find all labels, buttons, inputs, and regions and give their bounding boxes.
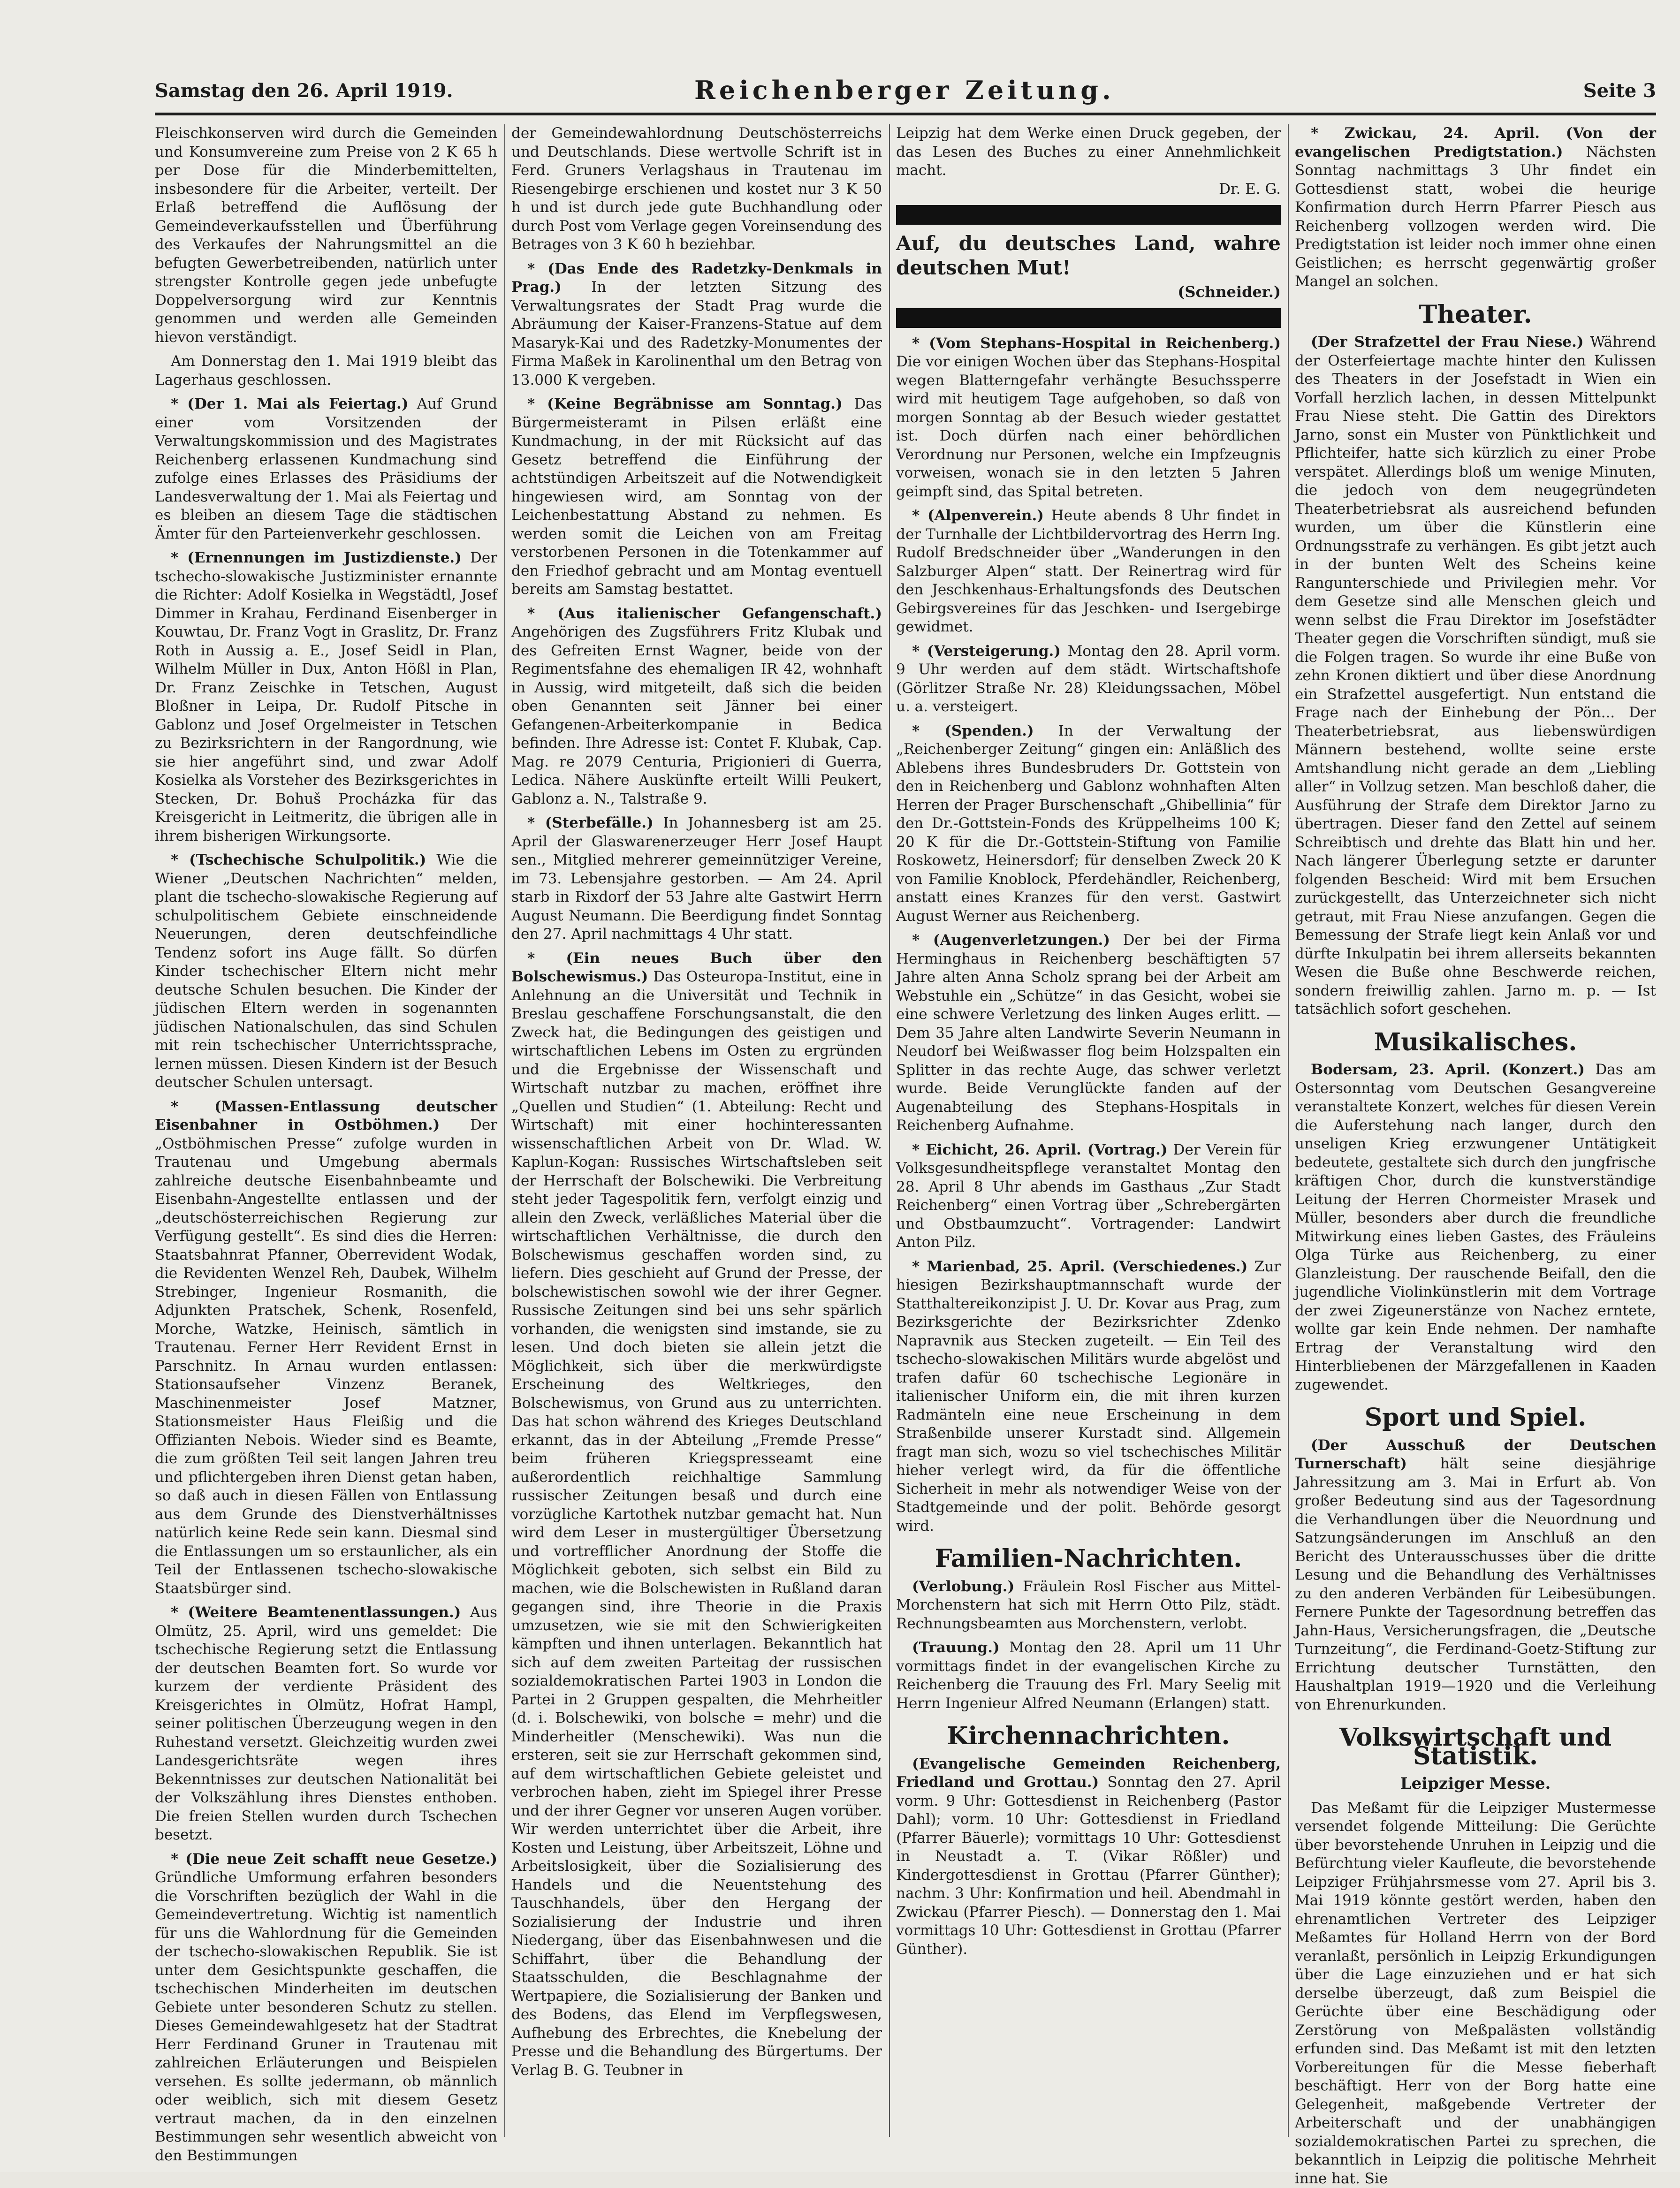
item-body: Auf Grund einer vom Vorsitzenden der Verwaltungskommission und des Magistrates Reichenberg erlassenen Kundmachung sind zufolge eines Erlasses des Präsidiums der Landesverwaltung der 1. Mai als Feiertag und es bleiben an diesem Tage die städtischen Ämter für den Parteienverkehr geschlossen. [155, 395, 497, 542]
news-item [896, 507, 1281, 637]
news-item [511, 950, 882, 2080]
item-heading: * (Ernennungen im Justizdienste.) [171, 549, 462, 566]
item-body: Das Bürgermeisteramt in Pilsen erläßt eine Kundmachung, in der mit Rücksicht auf das Gesetz betreffend die Einführung der achtstündigen Arbeitszeit auf die Notwendigkeit hingewiesen wird, am Sonntag von der Leichenbestattung Abstand zu nehmen. Es werden somit die Leichen von am Freitag verstorbenen Personen in die Totenkammer auf den Friedhof gebracht und am Montag eventuell bereits am Samstag bestattet. [511, 395, 882, 598]
item-heading: (Evangelische Gemeinden Reichenberg, Friedland und Grottau.) [896, 1755, 1281, 1791]
item-body: Zur hiesigen Bezirkshauptmannschaft wurde der Statthaltereikonzipist J. U. Dr. Kovar aus Prag, zum Bezirksgerichte der Bezirksrichter Zdenko Napravnik aus Stecken zugeteilt. — Ein Teil des tschecho-slowakischen Militärs wurde abgelöst und trafen dafür 60 tschechische Legionäre in italienischer Uniform ein, die mit ihren kurzen Radmänteln eine neue Erscheinung in dem Straßenbilde unserer Kurstadt sind. Allgemein fragt man sich, wozu so viel tschechisches Militär hieher verlegt wird, da für die öffentliche Sicherheit in mehr als notwendiger Weise von der Stadtgemeinde und der polit. Behörde gesorgt wird. [896, 1258, 1281, 1535]
item-body: Gründliche Umformung erfahren besonders die Vorschriften bezüglich der Wahl in die Gemeindevertretung. Wichtig ist namentlich für uns die Wahlordnung für die Gemeinden der tschecho-slowakischen Republik. Sie ist unter dem Gesichtspunkte geschaffen, die tschechischen Minderheiten im deutschen Gebiete unter besonderen Schutz zu stellen. Dieses Gemeindewahlgesetz hat der Stadtrat Herr Ferdinand Gruner in Trautenau mit zahlreichen Erläuterungen und Beispielen versehen. Es sollte jedermann, ob männlich oder weiblich, sich mit diesem Gesetz vertraut machen, da in den einzelnen Bestimmungen sehr wesentlich abweicht von den Bestimmungen [155, 1869, 497, 2164]
subsection-heading: Leipziger Messe. [1295, 1775, 1656, 1793]
news-item [511, 814, 882, 944]
author-signature: Dr. E. G. [896, 180, 1281, 199]
news-item [1295, 124, 1656, 291]
page-header [155, 70, 1656, 113]
item-body: In der letzten Sitzung des Verwaltungsrates der Stadt Prag wurde die Abräumung der Kaiser-Franzens-Statue auf dem Masaryk-Kai und des Radetzky-Monumentes der Firma Maßek in Karolinenthal um den Betrag von 13.000 K vergeben. [511, 279, 882, 388]
item-heading: * (Sterbefälle.) [527, 814, 654, 831]
issue-date: Samstag den 26. April 1919. [155, 80, 453, 102]
section-heading-church: Kirchennachrichten. [896, 1727, 1281, 1746]
column-1 [155, 124, 497, 2142]
item-body: Montag den 28. April vorm. 9 Uhr werden auf dem städt. Wirtschaftshofe (Görlitzer Straße Nr. 28) Kleidungssachen, Möbel u. a. versteigert. [896, 643, 1281, 715]
article-text: Das Meßamt für die Leipziger Mustermesse versendet folgende Mitteilung: Die Gerüchte über bevorstehende Unruhen in Leipzig und die Befürchtung vieler Kaufleute, die bevorstehende Leipziger Frühjahrsmesse vom 27. April bis 3. Mai 1919 könnte gestört werden, haben den ehrenamtlichen Vertreter des Leipziger Meßamtes für Holland Herrn von der Bord veranlaßt, persönlich in Leipzig Erkundigungen über die Lage einzuziehen und er hat sich derselbe überzeugt, daß zum Beispiel die Gerüchte über eine Beschädigung oder Zerstörung von Meßpalästen vollständig erfunden sind. Das Meßamt ist mit den letzten Vorbereitungen für die Messe fieberhaft beschäftigt. Herr von der Borg hatte eine Gelegenheit, maßgebende Vertreter der Arbeiterschaft und der unabhängigen sozialdemokratischen Partei zu sprechen, die bekanntlich in Leipzig die politische Mehrheit inne hat. Sie [1295, 1799, 1656, 2188]
item-body: hält seine diesjährige Jahressitzung am 3. Mai in Erfurt ab. Von großer Bedeutung sind aus der Tagesordnung die Verhandlungen über die Neuordnung und Satzungsänderungen im Anschluß an den Bericht des Unterausschusses über die dritte Lesung und die Behandlung des Verhältnisses zu den anderen Verbänden für Leibesübungen. Fernere Punkte der Tagesordnung betreffen das Jahn-Haus, Versicherungsfragen, die „Deutsche Turnzeitung“, die Ferdinand-Goetz-Stiftung zur Errichtung deutscher Turnstätten, den Haushaltplan 1919—1920 und die Verleihung von Ehrenurkunden. [1295, 1455, 1656, 1713]
news-item [896, 642, 1281, 716]
item-heading: * (Alpenverein.) [912, 507, 1044, 524]
news-item [155, 395, 497, 543]
news-item [155, 549, 497, 845]
item-heading: (Der Ausschuß der Deutschen Turnerschaft) [1295, 1437, 1656, 1473]
item-heading: * Zwickau, 24. April. (Von der evangelischen Predigtstation.) [1295, 125, 1656, 160]
item-heading: * Marienbad, 25. April. (Verschiedenes.) [912, 1258, 1247, 1275]
news-item [896, 1578, 1281, 1633]
article-text: der Gemeindewahlordnung Deutschösterreichs und Deutschlands. Diese wertvolle Schrift ist in Ferd. Gruners Verlagshaus in Trautenau im Riesengebirge erschienen und kostet nur 3 K 50 h und ist durch jede gute Buchhandlung oder durch Post vom Verlage gegen Voreinsendung des Betrages von 3 K 60 h beziehbar. [511, 124, 882, 254]
news-item [1295, 1061, 1656, 1394]
item-body: Montag den 28. April um 11 Uhr vormittags findet in der evangelischen Kirche zu Reichenberg die Trauung des Frl. Mary Seelig mit Herrn Ingenieur Alfred Neumann (Erlangen) statt. [896, 1639, 1281, 1712]
section-heading-music: Musikalisches. [1295, 1033, 1656, 1052]
column-3 [896, 124, 1281, 2142]
item-heading: * (Das Ende des Radetzky-Denkmals in Prag.) [511, 260, 882, 296]
item-heading: * (Keine Begräbnisse am Sonntag.) [527, 395, 843, 412]
motto-author: (Schneider.) [896, 283, 1281, 302]
item-body: Heute abends 8 Uhr findet in der Turnhalle der Lichtbildervortrag des Herrn Ing. Rudolf Bredschneider über „Wanderungen in den Salzburger Alpen“ statt. Der Reinertrag wird für den Jeschkenhaus-Erhaltungsfonds des Deutschen Gebirgsvereines für das Jeschken- und Isergebirge gewidmet. [896, 507, 1281, 635]
item-heading: * (Massen-Entlassung deutscher Eisenbahner in Ostböhmen.) [155, 1098, 497, 1134]
column-divider [1288, 124, 1289, 2137]
item-heading: * Eichicht, 26. April. (Vortrag.) [912, 1141, 1168, 1158]
item-body: In Johannesberg ist am 25. April der Glaswarenerzeuger Herr Josef Haupt sen., Mitglied mehrerer gemeinnütziger Vereine, im 73. Lebensjahre gestorben. — Am 24. April starb in Rixdorf der 53 Jahre alte Gastwirt Herrn August Neumann. Die Beerdigung findet Sonntag den 27. April nachmittags 4 Uhr statt. [511, 814, 882, 942]
article-text [896, 124, 1281, 198]
news-item [511, 395, 882, 599]
item-body: Fräulein Rosl Fischer aus Mittel-Morchenstern hat sich mit Herrn Otto Pilz, städt. Rechnungsbeamten aus Morchenstern, verlobt. [896, 1578, 1281, 1632]
item-body: Wie die Wiener „Deutschen Nachrichten“ melden, plant die tschecho-slowakische Regierung auf schulpolitischem Gebiete einschneidende Neuerungen, deren deutschfeindliche Tendenz sofort ins Auge fällt. So dürfen Kinder tschechischer Eltern nicht mehr deutsche Schulen besuchen. Die Kinder der jüdischen Eltern werden in sogenannten jüdischen Nationalschulen, das sind Schulen mit rein tschechischer Unterrichtssprache, lernen müssen. Diesen Kindern ist der Besuch deutscher Schulen untersagt. [155, 851, 497, 1091]
article-text: Fleischkonserven wird durch die Gemeinden und Konsumvereine zum Preise von 2 K 65 h per Dose für die Minderbemittelten, insbesondere für die Arbeiter, verteilt. Der Erlaß betreffend die Auflösung der Gemeindeverkaufsstellen und Überführung des Verkaufes der Nahrungsmittel an die befugten Gewerbetreibenden, natürlich unter strengster Kontrolle gegen jede unbefugte Doppelversorgung wird zur Kenntnis genommen und werden alle Gemeinden hievon verständigt. [155, 124, 497, 347]
news-item [896, 931, 1281, 1135]
section-heading-sport: Sport und Spiel. [1295, 1408, 1656, 1427]
news-item [896, 722, 1281, 926]
item-heading: * (Ein neues Buch über den Bolschewismus.) [511, 950, 882, 986]
column-divider [889, 124, 890, 2137]
item-body: Der bei der Firma Herminghaus in Reichenberg beschäftigten 57 Jahre alten Anna Scholz sprang bei der Arbeit am Webstuhle ein „Schütze“ in das Gesicht, wobei sie eine schwere Verletzung des linken Auges erlitt. — Dem 35 Jahre alten Landwirte Severin Neumann in Neudorf bei Weißwasser flog beim Holzspalten ein Splitter in das rechte Auge, das schwer verletzt wurde. Beide Verunglückte fanden auf der Augenabteilung des Stephans-Hospitals in Reichenberg Aufnahme. [896, 932, 1281, 1134]
item-body: Nächsten Sonntag nachmittags 3 Uhr findet ein Gottesdienst statt, wobei die heurige Konfirmation durch Herrn Pfarrer Piesch aus Reichenberg vollzogen werden wird. Die Predigtstation ist leider noch immer ohne einen Geistlichen; es herrscht gegenwärtig großer Mangel an solchen. [1295, 144, 1656, 290]
item-heading: * (Tschechische Schulpolitik.) [171, 851, 426, 868]
item-heading: * (Die neue Zeit schafft neue Gesetze.) [171, 1851, 497, 1868]
item-heading: * (Augenverletzungen.) [912, 932, 1110, 949]
item-heading: Bodersam, 23. April. (Konzert.) [1311, 1061, 1585, 1078]
news-item [155, 851, 497, 1092]
news-item [896, 1141, 1281, 1252]
item-heading: (Der Strafzettel der Frau Niese.) [1311, 334, 1584, 350]
newspaper-title: Reichenberger Zeitung. [694, 75, 1115, 105]
item-heading: * (Weitere Beamtenentlassungen.) [171, 1604, 461, 1621]
item-body: Der tschecho-slowakische Justizminister ernannte die Richter: Adolf Kosielka in Wegstädtl, Josef Dimmer in Krahau, Ferdinand Eisenberger in Kouwtau, Dr. Franz Vogt in Graslitz, Dr. Franz Roth in Aussig a. E., Josef Seidl in Plan, Wilhelm Müller in Dux, Anton Hößl in Plan, Dr. Franz Zeischke in Tetschen, August Bloßner in Leipa, Dr. Rudolf Pitsche in Gablonz und Josef Orgelmeister in Tetschen zu Bezirksrichtern in der Rangordnung, wie sie hier angeführt sind, und zwar Adolf Kosielka als Vorsteher des Bezirksgerichtes in Stecken, Dr. Bohuš Procházka für das Kreisgericht in Leitmeritz, die übrigen alle in ihrem bisherigen Wirkungsorte. [155, 549, 497, 844]
item-body: Die vor einigen Wochen über das Stephans-Hospital wegen Blatterngefahr verhängte Besuchssperre wird mit heutigem Tage aufgehoben, so daß von morgen Sonntag ab der Besuch wieder gestattet ist. Doch dürfen nach einer behördlichen Verordnung nur Personen, welche ein Impfzeugnis vorweisen, wonach sie in den letzten 5 Jahren geimpft sind, das Spital betreten. [896, 353, 1281, 500]
news-item [511, 605, 882, 809]
news-item [155, 1098, 497, 1598]
news-item [1295, 333, 1656, 1019]
item-heading: * (Aus italienischer Gefangenschaft.) [527, 605, 882, 622]
item-heading: (Verlobung.) [912, 1578, 1014, 1595]
item-body: Das Osteuropa-Institut, eine in Anlehnung an die Universität und Technik in Breslau geschaffene Forschungsanstalt, die den Zweck hat, die Bedingungen des geistigen und wirtschaftlichen Lebens im Osten zu ergründen und die Ergebnisse der Wissenschaft und Wirtschaft nutzbar zu machen, eröffnet ihre „Quellen und Studien“ (1. Abteilung: Recht und Wirtschaft) mit einer hochinteressanten wissenschaftlichen Arbeit von Dr. Wlad. W. Kaplun-Kogan: Russisches Wirtschaftsleben seit der Herrschaft der Bolschewiki. Die Verbreitung steht jeder Tagespolitik fern, verfolgt einzig und allein den Zweck, verläßliches Material über die wirtschaftlichen Verhältnisse, die durch den Bolschewismus geschaffen worden sind, zu liefern. Dies geschieht auf Grund der Presse, der bolschewistischen sowohl wie der ihrer Gegner. Russische Zeitungen sind bei uns sehr spärlich vorhanden, die wenigsten sind imstande, sie zu lesen. Und doch bieten sie allein jetzt die Möglichkeit, sich über die merkwürdigste Erscheinung des Weltkrieges, den Bolschewismus, von Grund aus zu unterrichten. Das hat schon während des Krieges Deutschland erkannt, das in der Abteilung „Fremde Presse“ beim früheren Kriegspresseamt eine außerordentlich reichhaltige Sammlung russischer Zeitungen besaß und durch eine vorzügliche Kartothek nutzbar gemacht hat. Nun wird dem Leser in mustergültiger Übersetzung und vortrefflicher Anordnung der Stoffe die Möglichkeit geboten, sich selbst ein Bild zu machen, wie die Bolschewisten in Rußland daran gegangen sind, ihre Theorie in die Praxis umzusetzen, wie sie mit den Schwierigkeiten kämpften und ihnen unterlagen. Bekanntlich hat sich auf dem zweiten Parteitag der russischen sozialdemokratischen Partei 1903 in London die Partei in 2 Gruppen gespalten, die Mehrheitler (d. i. Bolschewiki, von bolsche = mehr) und die Minderheitler (Menschewiki). Was nun die ersteren, seit sie zur Herrschaft gekommen sind, auf dem wirtschaftlichen Gebiete geleistet und verbrochen haben, zieht im Spiegel ihrer Presse und der ihrer Gegner vor unseren Augen vorüber. Wir werden unterrichtet über die Arbeit, ihre Kosten und Leistung, über Arbeitszeit, Löhne und Arbeitslosigkeit, über die Sozialisierung des Handels und die Neuentstehung des Tauschhandels, über den Hergang der Sozialisierung der Industrie und ihren Niedergang, über das Eisenbahnwesen und die Schiffahrt, über die Behandlung der Staatsschulden, die Beschlagnahme der Wertpapiere, die Sozialisierung der Banken und des Bodens, das Elend im Verpflegswesen, Aufhebung des Erbrechtes, die Knebelung der Presse und die Behandlung des Bürgertums. Der Verlag B. G. Teubner in [511, 968, 882, 2079]
motto-text: Auf, du deutsches Land, wahre deutschen Mut! [896, 231, 1281, 280]
column-2 [511, 124, 882, 2142]
item-heading: * (Versteigerung.) [912, 643, 1061, 660]
item-body: Der „Ostböhmischen Presse“ zufolge wurden in Trautenau und Umgebung abermals zahlreiche deutsche Eisenbahnbeamte und Eisenbahn-Angestellte entlassen und der „deutschösterreichischen Regierung zur Verfügung gestellt“. Es sind dies die Herren: Staatsbahnrat Pfanner, Oberrevident Wodak, die Revidenten Wenzel Reh, Daubek, Wilhelm Strebinger, Ingenieur Rosmanith, die Adjunkten Pratschek, Schenk, Rosenfeld, Morche, Watzke, Heinisch, sämtlich in Trautenau. Ferner Herr Revident Ernst in Parschnitz. In Arnau wurden entlassen: Stationsaufseher Vinzenz Beranek, Maschinenmeister Josef Matzner, Stationsmeister Haus Fleißig und die Offizianten Nebois. Wieder sind es Beamte, die zum größten Teil seit langen Jahren treu und pflichtergeben ihren Dienst getan haben, so daß auch in diesen Fällen von Entlassung aus dem Grunde des Dienstverhältnisses natürlich keine Rede sein kann. Diesmal sind die Entlassungen um so erstaunlicher, als ein Teil der Entlassenen tschecho-slowakische Staatsbürger sind. [155, 1117, 497, 1597]
item-body: Der Verein für Volksgesundheitspflege veranstaltet Montag den 28. April 8 Uhr abends im Gasthaus „Zur Stadt Reichenberg“ einen Vortrag über „Schrebergärten und Obstbaumzucht“. Vortragender: Landwirt Anton Pilz. [896, 1141, 1281, 1251]
item-body: Während der Osterfeiertage machte hinter den Kulissen des Theaters in der Josefstadt in Wien ein Vorfall herzlich lachen, in dessen Mittelpunkt Frau Niese steht. Die Gattin des Direktors Jarno, sonst ein Muster von Pünktlichkeit und Pflichteifer, hatte sich kürzlich zu einer Probe verspätet. Allerdings bloß um wenige Minuten, die jedoch von dem neugegründeten Theaterbetriebsrat als ausreichend befunden wurden, um über die Künstlerin eine Ordnungsstrafe zu verhängen. Es gibt jetzt auch in der bunten Welt des Scheins keine Rangunterschiede und Privilegien mehr. Vor dem Gesetze sind alle Menschen gleich und wenn selbst die Frau Direktor im Josefstädter Theater gegen die Vorschriften sündigt, muß sie die Folgen tragen. So wurde ihr eine Buße von zehn Kronen diktiert und über diese Anordnung ein Strafzettel ausgefertigt. Nun entstand die Frage nach der Einhebung der Pön... Der Theaterbetriebsrat, aus liebenswürdigen Männern bestehend, wollte seine erste Amtshandlung nicht gerade an dem „Liebling aller“ in Vollzug setzen. Man beschloß daher, die Ausführung der Strafe dem Direktor Jarno zu übertragen. Dieser fand den Zettel auf seinem Schreibtisch und drehte das Blatt hin und her. Nach längerer Überlegung setzte er darunter folgenden Bescheid: Wird mit bem Ersuchen zurückgestellt, das Unterzeichneter sich nicht getraut, mit Frau Niese anzufangen. Gegen die Bemessung der Strafe liegt kein Anlaß vor und dürfte Inkulpatin bei ihrem allerseits bekannten Wesen die Buße ohne Beschwerde reichen, sondern freiwillig zahlen. Jarno m. p. — Ist tatsächlich sofort geschehen. [1295, 334, 1656, 1018]
item-body: Aus Olmütz, 25. April, wird uns gemeldet: Die tschechische Regierung setzt die Entlassung der deutschen Beamten fort. So wurde vor kurzem der verdiente Präsident des Kreisgerichtes in Olmütz, Hofrat Hampl, seiner politischen Überzeugung wegen in den Ruhestand versetzt. Gleichzeitig wurden zwei Landesgerichtsräte wegen ihres Bekenntnisses zur deutschen Nationalität bei der Volkszählung ihres Dienstes enthoben. Die freien Stellen wurden durch Tschechen besetzt. [155, 1604, 497, 1843]
news-item [155, 1850, 497, 2165]
news-item [155, 1603, 497, 1845]
news-item [896, 334, 1281, 501]
item-body: In der Verwaltung der „Reichenberger Zeitung“ gingen ein: Anläßlich des Ablebens ihres Bundesbruders Dr. Gottstein von den in Reichenberg und Gablonz wohnhaften Alten Herren der Prager Burschenschaft „Ghibellinia“ für den Dr.-Gottstein-Fonds des Krüppelheims 100 K; 20 K für die Dr.-Gottstein-Stiftung von Familie Roskowetz, Heinersdorf; für denselben Zweck 20 K von Familie Knoblock, Pferdehändler, Reichenberg, anstatt eines Kranzes für den verst. Gastwirt August Werner aus Reichenberg. [896, 722, 1281, 925]
news-item [896, 1258, 1281, 1536]
header-rule [155, 113, 1656, 115]
item-heading: (Trauung.) [912, 1639, 1000, 1656]
item-heading: * (Der 1. Mai als Feiertag.) [171, 395, 409, 412]
news-item [896, 1639, 1281, 1713]
item-heading: * (Spenden.) [912, 722, 1034, 739]
motto-bar-top [896, 205, 1281, 225]
item-body: Angehörigen des Zugsführers Fritz Klubak und des Gefreiten Ernst Wagner, beide von der Regimentsfahne des ehemaligen IR 42, wohnhaft in Aussig, wird mitgeteilt, daß sich die beiden oben Genannten seit Jänner bei einer Gefangenen-Arbeiterkompanie in Bedica befinden. Ihre Adresse ist: Contet F. Klubak, Cap. Mag. re 2079 Centuria, Prigionieri di Guerra, Ledica. Nähere Auskünfte erteilt Willi Peukert, Gablonz a. N., Talstraße 9. [511, 623, 882, 807]
column-4 [1295, 124, 1656, 2142]
news-item [1295, 1436, 1656, 1715]
item-body: Das am Ostersonntag vom Deutschen Gesangvereine veranstaltete Konzert, welches für diesen Verein die Auferstehung nach langer, durch den unseligen Krieg erzwungener Untätigkeit bedeutete, gestaltete sich durch den jungfrische kräftigen Chor, durch die kunstverständige Leitung der Herren Chormeister Mrasek und Müller, besonders aber durch die freundliche Mitwirkung eines lieben Gastes, des Fräuleins Olga Türke aus Reichenberg, zu einer Glanzleistung. Der rauschende Beifall, den die jugendliche Violinkünstlerin mit dem Vortrage der zwei Zigeunerstänze von Nachez erntete, wollte gar kein Ende nehmen. Der namhafte Ertrag der Veranstaltung wird den Hinterbliebenen der Märzgefallenen in Kaaden zugewendet. [1295, 1061, 1656, 1393]
item-heading: * (Vom Stephans-Hospital in Reichenberg.) [912, 335, 1281, 352]
item-body: Leipzig hat dem Werke einen Druck gegeben, der das Lesen des Buches zu einer Annehmlichkeit macht. [896, 125, 1281, 179]
page-number: Seite 3 [1583, 80, 1656, 102]
article-text: Am Donnerstag den 1. Mai 1919 bleibt das Lagerhaus geschlossen. [155, 352, 497, 389]
section-heading-theater: Theater. [1295, 305, 1656, 324]
section-heading-economy: Volkswirtschaft und Statistik. [1295, 1728, 1656, 1765]
news-item [511, 260, 882, 390]
news-item [896, 1755, 1281, 1959]
column-divider [504, 124, 505, 2137]
motto-bar-bottom [896, 308, 1281, 328]
item-body: Sonntag den 27. April vorm. 9 Uhr: Gottesdienst in Reichenberg (Pastor Dahl); vorm. 10 Uhr: Gottesdienst in Friedland (Pfarrer Bäuerle); vormittags 10 Uhr: Gottesdienst in Neustadt a. T. (Vikar Rößler) und Kindergottesdienst in Grottau (Pfarrer Günther); nachm. 3 Uhr: Konfirmation und heil. Abendmahl in Zwickau (Pfarrer Piesch). — Donnerstag den 1. Mai vormittags 10 Uhr: Gottesdienst in Grottau (Pfarrer Günther). [896, 1774, 1281, 1958]
section-heading-family: Familien-Nachrichten. [896, 1550, 1281, 1568]
